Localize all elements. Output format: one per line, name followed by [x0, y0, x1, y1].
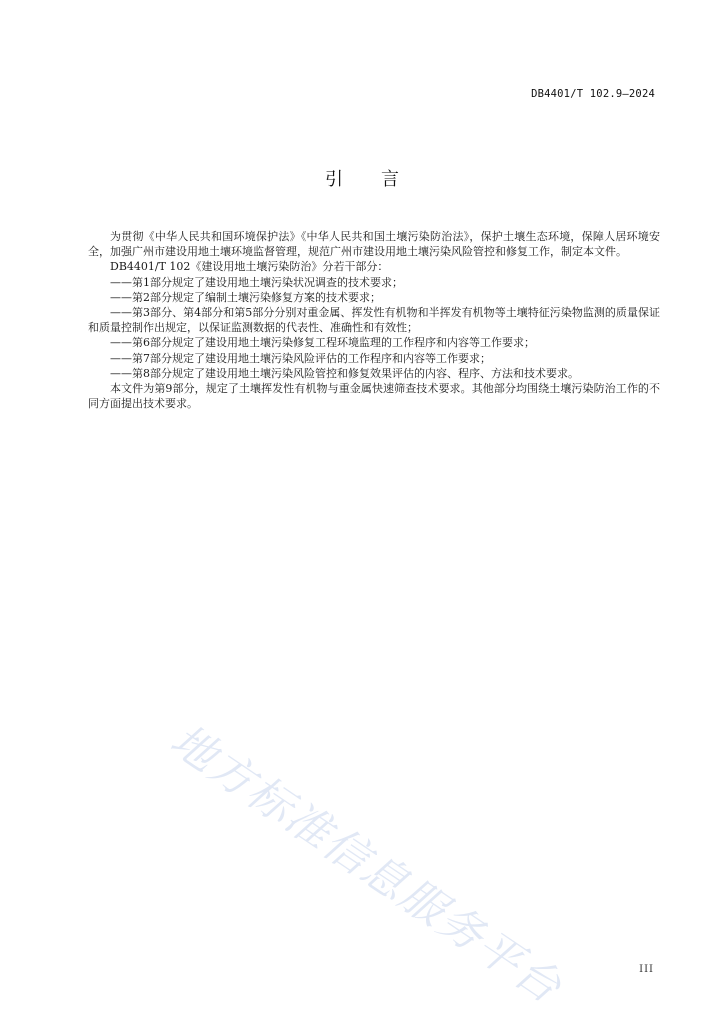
page-number: III: [639, 964, 654, 975]
list-item-part-6: ——第6部分规定了建设用地土壤污染修复工程环境监理的工作程序和内容等工作要求；: [110, 336, 535, 350]
list-item-part-8: ——第8部分规定了建设用地土壤污染风险管控和修复效果评估的内容、程序、方法和技术要求。: [110, 366, 579, 380]
paragraph-parts-intro: DB4401/T 102《建设用地土壤污染防治》分若干部分：: [110, 260, 389, 274]
page-title: 引言: [325, 169, 437, 190]
list-item-part-1: ——第1部分规定了建设用地土壤污染状况调查的技术要求；: [110, 275, 403, 289]
paragraph-purpose: 为贯彻《中华人民共和国环境保护法》《中华人民共和国土壤污染防治法》，保护土壤生态环境，保障人居环境安全，加强广州市建设用地土壤环境监督管理，规范广州市建设用地土壤污染风险管控和修复工作，制定本文件。: [88, 230, 660, 259]
introduction-body: [88, 229, 660, 411]
list-item-part-3-5: ——第3部分、第4部分和第5部分分别对重金属、挥发性有机物和半挥发有机物等土壤特征污染物监测的质量保证和质量控制作出规定，以保证监测数据的代表性、准确性和有效性；: [88, 306, 660, 335]
watermark-text: 地方标准信息服务平台: [161, 714, 572, 1015]
list-item-part-7: ——第7部分规定了建设用地土壤污染风险评估的工作程序和内容等工作要求；: [110, 351, 491, 365]
document-code: DB4401/T 102.9—2024: [531, 88, 655, 100]
list-item-part-2: ——第2部分规定了编制土壤污染修复方案的技术要求；: [110, 290, 381, 304]
paragraph-this-part: 本文件为第9部分，规定了土壤挥发性有机物与重金属快速筛查技术要求。其他部分均围绕土壤污染防治工作的不同方面提出技术要求。: [88, 382, 660, 411]
